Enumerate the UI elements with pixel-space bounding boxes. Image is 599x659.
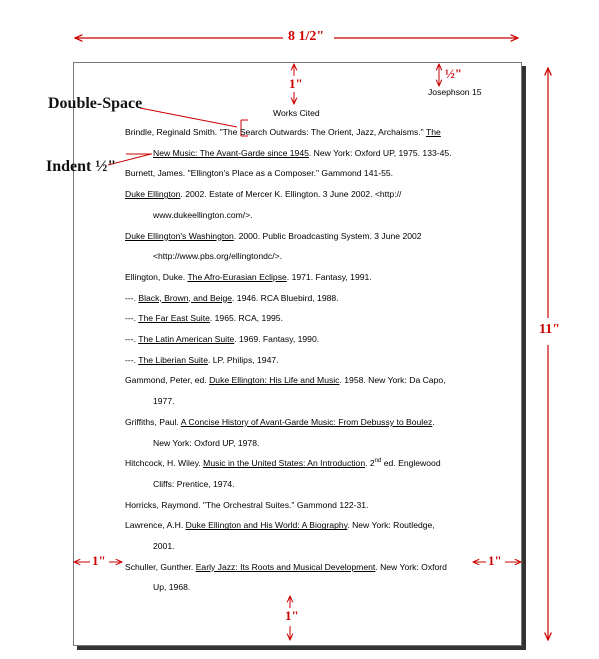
citation-text: . LP. Philips, 1947. (207, 354, 279, 365)
citation-text: Lawrence, A.H. (125, 520, 186, 531)
citation-continuation-line (153, 479, 235, 489)
title-text: The Afro-Eurasian Eclipse (187, 271, 287, 282)
citation-text: Horricks, Raymond. "The Orchestral Suites." Gammond 122-31. (125, 499, 369, 510)
citation-continuation-line (153, 210, 253, 220)
citation-line (125, 127, 441, 137)
citation-continuation-line (153, 148, 452, 158)
title-text: The Far East Suite (138, 313, 210, 324)
citation-text: Brindle, Reginald Smith. "The Search Outwards: The Orient, Jazz, Archaisms." (125, 127, 426, 137)
citation-line (125, 562, 447, 572)
indent-callout: Indent ½" (46, 158, 117, 175)
title-text: Black, Brown, and Beige (138, 292, 233, 303)
citation-line (125, 355, 279, 365)
citation-continuation-line (153, 396, 175, 406)
citation-text: . New York: Oxford UP, 1975. 133-45. (308, 147, 452, 158)
citation-text: Schuller, Gunther. (125, 561, 196, 572)
citation-text: New York: Oxford UP, 1978. (153, 437, 260, 448)
double-space-pointer (140, 108, 237, 127)
citation-text: . 1965. RCA, 1995. (209, 313, 283, 324)
citation-text: Griffiths, Paul. (125, 416, 181, 427)
citation-text: ---. (125, 313, 139, 324)
citation-text: Hitchcock, H. Wiley. (125, 458, 204, 469)
citation-text: . New York: Routledge, (347, 520, 435, 531)
citation-text: ---. (125, 354, 139, 365)
citation-continuation-line (153, 438, 259, 448)
title-text: The (425, 127, 441, 137)
citation-text: . 1969. Fantasy, 1990. (234, 334, 320, 344)
citation-text: 2001. (153, 541, 175, 551)
citation-line (125, 313, 283, 323)
title-text: The Liberian Suite (138, 354, 208, 365)
citation-line (125, 500, 368, 510)
citation-text: Gammond, Peter, ed. (125, 375, 210, 386)
citation-line (125, 293, 339, 303)
right-margin-label: 1" (488, 553, 502, 568)
title-text: Early Jazz: Its Roots and Musical Development (195, 561, 376, 572)
citation-text: ---. (125, 334, 139, 344)
citation-line (125, 334, 319, 344)
citation-line (125, 168, 393, 178)
citation-text: . 2 (365, 458, 375, 469)
citation-continuation-line (153, 251, 282, 261)
citation-text: Ellington, Duke. (125, 271, 188, 282)
citation-line (125, 231, 422, 241)
citation-text: . New York: Oxford (375, 561, 447, 572)
title-text: Duke Ellington and His World: A Biography (185, 520, 348, 531)
citation-text: . 2000. Public Broadcasting System. 3 June 2002 (233, 230, 422, 241)
width-label: 8 1/2" (288, 29, 325, 44)
citation-line (125, 417, 435, 427)
header-margin-label: ½" (445, 66, 462, 81)
citation-text: 1977. (153, 396, 175, 407)
citation-text: . 1958. New York: Da Capo, (339, 375, 446, 386)
title-text: Music in the United States: An Introduction (203, 458, 366, 469)
citation-text: Up, 1968. (153, 582, 191, 593)
top-margin-label: 1" (289, 76, 303, 91)
title-text: A Concise History of Avant-Garde Music: From Debussy to Boulez (180, 416, 433, 427)
left-margin-label: 1" (92, 553, 106, 568)
page-title: Works Cited (273, 108, 320, 118)
citation-text: . 1971. Fantasy, 1991. (286, 271, 372, 282)
title-text: The Latin American Suite (138, 334, 235, 344)
citation-continuation-line (153, 582, 190, 592)
citation-line (125, 520, 435, 530)
height-label: 11" (539, 322, 560, 337)
citation-text: www.dukeellington.com/>. (153, 209, 253, 220)
title-text: Duke Ellington: His Life and Music (209, 375, 340, 386)
citation-text: ed. Englewood (381, 458, 441, 469)
citation-text: <http://www.pbs.org/ellingtondc/>. (153, 251, 282, 262)
citation-line (125, 458, 441, 468)
citation-text: Burnett, James. "Ellington's Place as a Composer." Gammond 141-55. (125, 168, 394, 179)
citation-text: . (432, 416, 435, 427)
citation-line (125, 189, 401, 199)
citation-line (125, 375, 446, 385)
citation-text: ---. (125, 292, 139, 303)
citation-continuation-line (153, 541, 175, 551)
double-space-callout: Double-Space (48, 95, 143, 112)
running-head: Josephson 15 (428, 87, 482, 97)
bottom-margin-label: 1" (285, 608, 299, 623)
title-text: Duke Ellington's Washington (125, 230, 234, 241)
citation-text: . 1946. RCA Bluebird, 1988. (232, 292, 339, 303)
title-text: New Music: The Avant-Garde since 1945 (153, 147, 309, 158)
citation-text: . 2002. Estate of Mercer K. Ellington. 3 June 2002. <http:// (180, 189, 402, 200)
citation-line (125, 272, 372, 282)
citation-text: Cliffs: Prentice, 1974. (153, 478, 235, 489)
title-text: Duke Ellington (125, 189, 181, 200)
citation-text: nd (374, 458, 382, 465)
